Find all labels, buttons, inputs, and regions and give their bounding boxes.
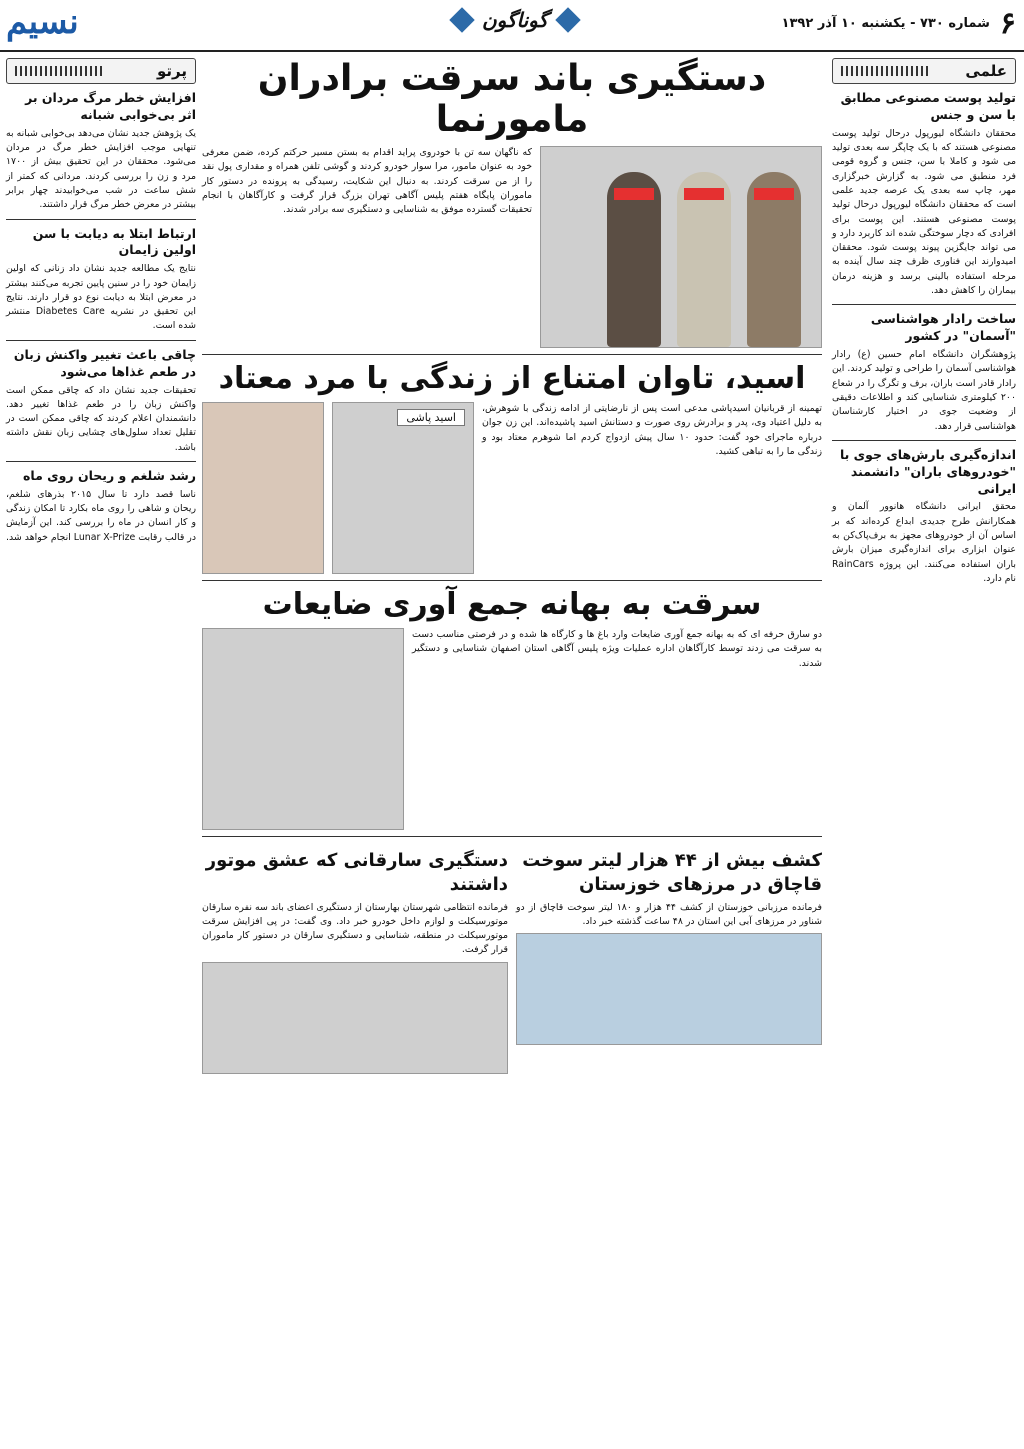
story3-headline: سرقت به بهانه جمع آوری ضایعات (262, 587, 762, 622)
health-article-4-body: ناسا قصد دارد تا سال ۲۰۱۵ بذرهای شلغم، ریحان و شاهی را روی ماه بکارد تا امکان زندگی و کار انسان در ماه را بررسی کند. این آزمایش در قالب رقابت Lunar X-Prize انجام خواهد شد. (6, 488, 196, 543)
health-article-1-title: افزایش خطر مرگ مردان بر اثر بی‌خوابی شبانه (25, 90, 196, 122)
divider (202, 354, 822, 355)
science-label: علمی (965, 62, 1007, 80)
health-article-2-title: ارتباط ابتلا به دیابت با سن اولین زایمان (32, 225, 196, 258)
suspect-figure (747, 172, 801, 347)
face-blur (684, 188, 724, 200)
newspaper-logo: نسیم (6, 2, 79, 42)
story5-body: فرمانده انتظامی شهرستان بهارستان از دستگیری اعضای باند سه نفره سارقان موتورسیکلت و لوازم داخل خودرو خبر داد. وی گفت: در پی افزایش سرقت موتورسیکلت در منطقه، شناسایی و دستگیری سارقان در دستور کار ماموران قرار گرفت. (202, 901, 508, 956)
lead-headline: دستگیری باند سرقت برادران مامورنما (257, 58, 767, 140)
photo-label: اسید پاشی (397, 409, 465, 426)
face-blur (614, 188, 654, 200)
story4-headline: کشف بیش از ۴۴ هزار لیتر سوخت قاچاق در مرزهای خوزستان (522, 850, 822, 896)
science-article-3-title: اندازه‌گیری بارش‌های جوی با "خودروهای باران" دانشمند ایرانی (839, 446, 1016, 496)
story2-headline: اسید، تاوان امتناع از زندگی با مرد معتاد (218, 361, 806, 396)
header-bars-icon (15, 66, 105, 76)
arrest-photo (202, 962, 508, 1074)
health-article-3-body: تحقیقات جدید نشان داد که چاقی ممکن است واکنش زبان را در طعم غذاها تغییر دهد. دانشمندان اعلام کردند که چاقی ممکن است در تقلیل تعداد سلول‌های چشایی زبان نقش داشته باشد. (6, 384, 196, 453)
divider (6, 219, 196, 220)
science-article-2-body: پژوهشگران دانشگاه امام حسین (ع) رادار هواشناسی آسمان را طراحی و تولید کردند. این رادار قادر است باران، برف و تگرگ را در شعاع ۲۰۰ کیلومتری شناسایی کند و اطلاعات دقیقی از وضعیت جوی در اختیار کارشناسان هواشناسی قرار دهد. (832, 349, 1016, 432)
divider (832, 440, 1016, 441)
page-number: ۶ (999, 6, 1016, 41)
victim-portrait (202, 402, 324, 574)
story4-body: فرمانده مرزبانی خوزستان از کشف ۴۴ هزار و ۱۸۰ لیتر سوخت قاچاق از دو شناور در مرزهای آبی این استان در ۴۸ ساعت گذشته خبر داد. (516, 901, 822, 927)
story3-photo (202, 628, 404, 830)
story2-body: تهمینه از قربانیان اسیدپاشی مدعی است پس از نارضایتی از ادامه زندگی با شوهرش، به دلیل اعتیاد وی، پدر و برادرش روی صورت و دستانش اسید پاشیده‌اند. این زن جوان درباره ماجرای خود گفت: حدود ۱۰ سال پیش ازدواج کردم اما شوهرم معتاد بود و زندگی ما را به تباهی کشید. (482, 403, 822, 457)
boat-photo (516, 933, 822, 1045)
ornament-icon (449, 7, 474, 32)
suspect-figure (677, 172, 731, 347)
science-article-3-body: محقق ایرانی دانشگاه هانوور آلمان و همکارانش طرح جدیدی ابداع کرده‌اند که بر اساس آن از خودروهای مجهز به برف‌پاک‌کن به عنوان ابزاری برای اندازه‌گیری میزان بارش باران استفاده می‌کنند. این پروژه RainCars نام دارد. (832, 501, 1016, 584)
divider (202, 580, 822, 581)
science-header (832, 58, 1016, 84)
health-header (6, 58, 196, 84)
issue-info: شماره ۷۳۰ - یکشنبه ۱۰ آذر ۱۳۹۲ (781, 16, 990, 31)
science-article-1-title: تولید پوست مصنوعی مطابق با سن و جنس (840, 90, 1016, 122)
health-article-2-body: نتایج یک مطالعه جدید نشان داد زنانی که اولین زایمان خود را در سنین پایین تجربه می‌کنند بیشتر در معرض ابتلا به دیابت نوع دو قرار دارند. نتایج این تحقیق در نشریه Diabetes Care منتشر شده است. (6, 263, 196, 332)
masthead (0, 0, 1024, 52)
ornament-icon (555, 7, 580, 32)
story3-body: دو سارق حرفه ای که به بهانه جمع آوری ضایعات وارد باغ ها و کارگاه ها شده و در فرصتی مناسب دست به سرقت می زدند توسط کارآگاهان اداره عملیات ویژه پلیس آگاهی استان اصفهان شناسایی و دستگیر شدند. (412, 629, 822, 669)
story5-headline: دستگیری سارقانی که عشق موتور داشتند (205, 850, 508, 896)
health-article-4-title: رشد شلغم و ریحان روی ماه (23, 468, 196, 483)
science-column (832, 58, 1016, 586)
health-article-1-body: یک پژوهش جدید نشان می‌دهد بی‌خوابی شبانه به تنهایی موجب افزایش خطر مرگ در مردان می‌شود. محققان در این تحقیق بیش از ۱۷۰۰ مرد و زن را بررسی کردند. مردانی که کمتر از شش ساعت در شب می‌خوابیدند چهار برابر بیشتر در معرض خطر مرگ قرار داشتند. (6, 127, 196, 211)
main-content (202, 58, 822, 1074)
section-title (430, 8, 600, 32)
suspect-figure (607, 172, 661, 347)
divider (202, 836, 822, 837)
section-label: گوناگون (481, 8, 549, 32)
science-article-2-title: ساخت رادار هواشناسی "آسمان" در کشور (870, 311, 1016, 344)
face-blur (754, 188, 794, 200)
divider (832, 304, 1016, 305)
health-label: پرتو (157, 62, 187, 80)
header-bars-icon (841, 66, 931, 76)
divider (6, 340, 196, 341)
victim-photo (332, 402, 474, 574)
divider (6, 461, 196, 462)
health-column (6, 58, 196, 545)
folio (782, 6, 1016, 41)
health-article-3-title: چاقی باعث تغییر واکنش زبان در طعم غذاها می‌شود (13, 346, 196, 379)
lead-photo (540, 146, 822, 348)
science-article-1-body: محققان دانشگاه لیورپول درحال تولید پوست مصنوعی هستند که با یک چاپگر سه بعدی تولید می شود و کاملا با سن، جنس و گروه قومی فرد منطبق می شود. به گزارش خبرگزاری مهر، چاپ سه بعدی یک عرصه جدید علمی است که محققان دانشگاه لیورپول درحال تولید پوست مصنوعی هستند. این پوست برای افرادی که دچار سوختگی شده اند کاربرد دارد و می تواند جایگزین پیوند پوست شود. محققان امیدوارند این فناوری ظرف چند سال آینده به مرحله استفاده بالینی برسد و هزینه درمان بیماران را کاهش دهد. (832, 127, 1016, 297)
lead-body: که ناگهان سه تن با خودروی پراید اقدام به بستن مسیر حرکتم کرده، ضمن معرفی خود به عنوان مامور، مرا سوار خودرو کردند و گوشی تلفن همراه و مقداری پول نقد را از من سرقت کردند. به دنبال این شکایت، رسیدگی به پرونده در دستور کار ماموران پایگاه هفتم پلیس آگاهی تهران بزرگ قرار گرفت و کارآگاهان با انجام تحقیقات گسترده موفق به شناسایی و دستگیری سه برادر شدند. (202, 147, 532, 216)
